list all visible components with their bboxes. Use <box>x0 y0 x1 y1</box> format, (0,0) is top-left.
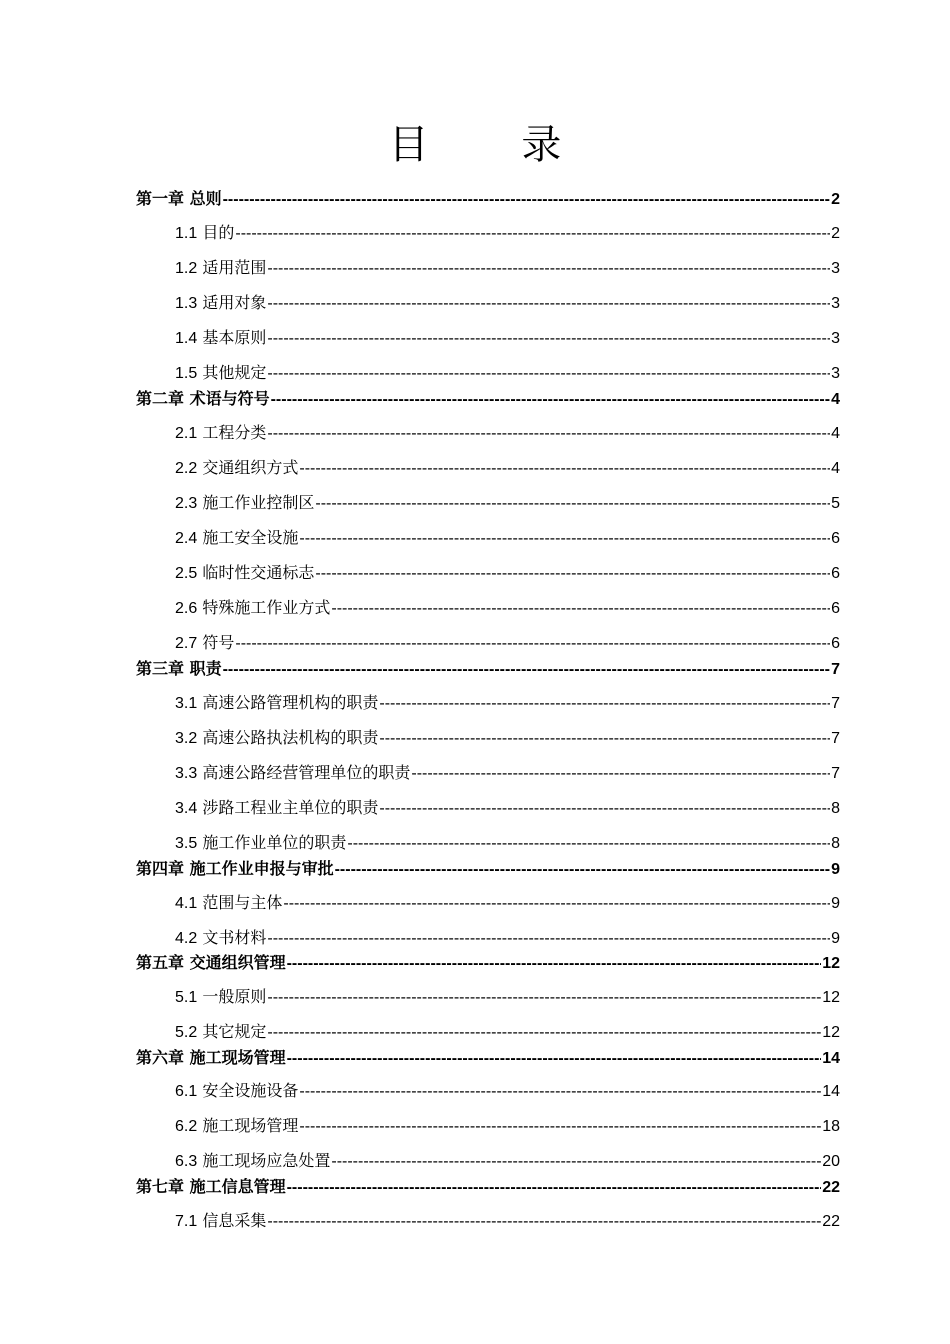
toc-section-title: 施工作业单位的职责 <box>202 833 347 852</box>
toc-section-number: 1.1 <box>175 225 198 242</box>
toc-section-title: 信息采集 <box>202 1211 267 1230</box>
toc-page-number: 8 <box>831 835 840 852</box>
toc-chapter-entry[interactable] <box>136 1174 840 1197</box>
toc-section-title: 临时性交通标志 <box>202 563 315 582</box>
toc-entry-label <box>175 490 314 513</box>
toc-chapter-entry[interactable] <box>136 1045 840 1068</box>
toc-page-number: 6 <box>831 530 840 547</box>
toc-entry-label <box>175 325 266 348</box>
toc-dot-leader <box>283 895 830 913</box>
toc-page-number: 9 <box>831 861 840 878</box>
toc-dot-leader <box>267 989 821 1007</box>
toc-dot-leader <box>379 695 830 713</box>
toc-entry-label <box>175 760 410 783</box>
toc-section-entry[interactable] <box>175 690 840 713</box>
toc-page-number: 6 <box>831 600 840 617</box>
toc-dot-leader <box>335 861 831 879</box>
toc-dot-leader <box>347 835 830 853</box>
toc-dot-leader <box>267 330 830 348</box>
toc-page-number: 5 <box>831 495 840 512</box>
toc-page-number: 9 <box>831 895 840 912</box>
toc-section-title: 范围与主体 <box>202 893 283 912</box>
toc-section-entry[interactable] <box>175 630 840 653</box>
toc-section-entry[interactable] <box>175 725 840 748</box>
toc-section-title: 一般原则 <box>202 987 267 1006</box>
toc-entry-label <box>175 795 378 818</box>
toc-dot-leader <box>287 1179 822 1197</box>
toc-section-entry[interactable] <box>175 1019 840 1042</box>
toc-page-number: 3 <box>831 295 840 312</box>
toc-section-number: 6.2 <box>175 1118 198 1135</box>
toc-section-number: 2.7 <box>175 635 198 652</box>
toc-section-number: 3.3 <box>175 765 198 782</box>
toc-dot-leader <box>299 1083 821 1101</box>
toc-page-number: 14 <box>822 1083 840 1100</box>
toc-dot-leader <box>271 391 831 409</box>
toc-page-number: 14 <box>822 1050 840 1067</box>
toc-dot-leader <box>299 1118 821 1136</box>
toc-entry-label: 第七章 施工信息管理 <box>136 1177 286 1196</box>
toc-entry-label <box>175 1113 298 1136</box>
toc-section-number: 1.5 <box>175 365 198 382</box>
toc-section-title: 适用范围 <box>202 258 267 277</box>
toc-dot-leader <box>331 1153 821 1171</box>
toc-dot-leader <box>331 600 830 618</box>
toc-page-number: 6 <box>831 635 840 652</box>
toc-entry-label <box>175 525 298 548</box>
toc-entry-label <box>175 360 266 383</box>
toc-section-title: 高速公路执法机构的职责 <box>202 728 379 747</box>
toc-chapter-entry[interactable] <box>136 386 840 409</box>
toc-page-number: 3 <box>831 330 840 347</box>
toc-section-number: 2.5 <box>175 565 198 582</box>
toc-section-entry[interactable] <box>175 890 840 913</box>
toc-chapter-entry[interactable] <box>136 186 840 209</box>
toc-section-title: 涉路工程业主单位的职责 <box>202 798 379 817</box>
toc-section-number: 6.1 <box>175 1083 198 1100</box>
toc-page-number: 4 <box>831 460 840 477</box>
toc-section-title: 基本原则 <box>202 328 267 347</box>
toc-section-number: 2.1 <box>175 425 198 442</box>
toc-section-entry[interactable] <box>175 925 840 948</box>
toc-section-number: 3.1 <box>175 695 198 712</box>
toc-page-number: 3 <box>831 365 840 382</box>
toc-page-number: 7 <box>831 695 840 712</box>
toc-entry-label <box>175 1078 298 1101</box>
toc-chapter-entry[interactable] <box>136 656 840 679</box>
toc-dot-leader <box>315 565 830 583</box>
toc-page-number: 6 <box>831 565 840 582</box>
toc-section-title: 特殊施工作业方式 <box>202 598 331 617</box>
toc-entry-label <box>175 890 282 913</box>
toc-dot-leader <box>267 1024 821 1042</box>
toc-page-number: 12 <box>822 1024 840 1041</box>
toc-entry-label <box>175 1208 266 1231</box>
toc-dot-leader <box>315 495 830 513</box>
toc-section-number: 3.4 <box>175 800 198 817</box>
toc-dot-leader <box>267 295 830 313</box>
toc-entry-label <box>175 220 234 243</box>
toc-section-entry[interactable] <box>175 1078 840 1101</box>
toc-dot-leader <box>267 1213 821 1231</box>
toc-entry-label <box>175 690 378 713</box>
toc-entry-label <box>175 420 266 443</box>
toc-entry-label <box>175 560 314 583</box>
toc-entry-label: 第一章 总则 <box>136 189 222 208</box>
toc-page-number: 22 <box>822 1213 840 1230</box>
toc-section-entry[interactable] <box>175 1113 840 1136</box>
toc-section-title: 施工现场应急处置 <box>202 1151 331 1170</box>
toc-entry-label <box>175 630 234 653</box>
toc-section-title: 施工作业控制区 <box>202 493 315 512</box>
toc-section-entry[interactable] <box>175 1208 840 1231</box>
toc-dot-leader <box>379 730 830 748</box>
toc-section-entry[interactable] <box>175 360 840 383</box>
toc-section-number: 1.2 <box>175 260 198 277</box>
toc-section-entry[interactable] <box>175 1148 840 1171</box>
toc-dot-leader <box>379 800 830 818</box>
toc-page-number: 4 <box>831 391 840 408</box>
toc-page-number: 7 <box>831 730 840 747</box>
toc-section-number: 2.3 <box>175 495 198 512</box>
toc-entry-label <box>175 984 266 1007</box>
toc-section-title: 符号 <box>202 633 235 652</box>
toc-page-number: 2 <box>831 225 840 242</box>
toc-section-number: 5.1 <box>175 989 198 1006</box>
toc-dot-leader <box>223 661 831 679</box>
toc-section-number: 3.5 <box>175 835 198 852</box>
toc-section-number: 4.1 <box>175 895 198 912</box>
toc-entry-label <box>175 595 330 618</box>
toc-section-entry[interactable] <box>175 325 840 348</box>
toc-entry-label <box>175 455 298 478</box>
toc-dot-leader <box>267 260 830 278</box>
toc-section-number: 6.3 <box>175 1153 198 1170</box>
toc-entry-label <box>175 725 378 748</box>
toc-section-title: 目的 <box>202 223 235 242</box>
toc-section-number: 5.2 <box>175 1024 198 1041</box>
toc-dot-leader <box>299 530 830 548</box>
toc-page-number: 3 <box>831 260 840 277</box>
toc-page-number: 12 <box>822 955 840 972</box>
toc-entry-label <box>175 925 266 948</box>
toc-page-number: 18 <box>822 1118 840 1135</box>
toc-dot-leader <box>267 425 830 443</box>
toc-page-number: 2 <box>831 191 840 208</box>
toc-section-entry[interactable] <box>175 255 840 278</box>
toc-dot-leader <box>287 1050 822 1068</box>
toc-title: 目 录 <box>388 122 602 168</box>
toc-section-entry[interactable] <box>175 290 840 313</box>
toc-section-title: 文书材料 <box>202 928 267 947</box>
toc-section-number: 2.4 <box>175 530 198 547</box>
toc-entry-label: 第五章 交通组织管理 <box>136 953 286 972</box>
toc-section-title: 安全设施设备 <box>202 1081 299 1100</box>
toc-entry-label: 第二章 术语与符号 <box>136 389 270 408</box>
toc-entry-label <box>175 1148 330 1171</box>
toc-section-title: 其它规定 <box>202 1022 267 1041</box>
toc-page-number: 4 <box>831 425 840 442</box>
toc-section-entry[interactable] <box>175 760 840 783</box>
toc-section-number: 1.4 <box>175 330 198 347</box>
toc-dot-leader <box>299 460 830 478</box>
toc-page-number: 7 <box>831 661 840 678</box>
toc-chapter-entry[interactable] <box>136 950 840 973</box>
toc-section-title: 适用对象 <box>202 293 267 312</box>
toc-page-number: 7 <box>831 765 840 782</box>
toc-section-entry[interactable] <box>175 795 840 818</box>
toc-page-number: 22 <box>822 1179 840 1196</box>
toc-section-title: 高速公路管理机构的职责 <box>202 693 379 712</box>
toc-section-title: 高速公路经营管理单位的职责 <box>202 763 411 782</box>
toc-section-title: 施工现场管理 <box>202 1116 299 1135</box>
toc-section-title: 工程分类 <box>202 423 267 442</box>
toc-entry-label <box>175 290 266 313</box>
toc-section-entry[interactable] <box>175 984 840 1007</box>
toc-dot-leader <box>287 955 822 973</box>
toc-page-number: 20 <box>822 1153 840 1170</box>
toc-entry-label <box>175 1019 266 1042</box>
toc-section-entry[interactable] <box>175 220 840 243</box>
toc-section-entry[interactable] <box>175 830 840 853</box>
toc-page-number: 9 <box>831 930 840 947</box>
toc-section-number: 2.6 <box>175 600 198 617</box>
toc-section-entry[interactable] <box>175 595 840 618</box>
toc-section-entry[interactable] <box>175 560 840 583</box>
toc-chapter-entry[interactable] <box>136 856 840 879</box>
toc-section-number: 4.2 <box>175 930 198 947</box>
toc-dot-leader <box>267 365 830 383</box>
toc-section-entry[interactable] <box>175 490 840 513</box>
toc-dot-leader <box>235 635 830 653</box>
toc-section-number: 1.3 <box>175 295 198 312</box>
toc-dot-leader <box>411 765 830 783</box>
toc-entry-label <box>175 255 266 278</box>
toc-section-title: 其他规定 <box>202 363 267 382</box>
toc-section-entry[interactable] <box>175 420 840 443</box>
toc-page-number: 8 <box>831 800 840 817</box>
toc-section-entry[interactable] <box>175 525 840 548</box>
toc-section-title: 交通组织方式 <box>202 458 299 477</box>
toc-section-entry[interactable] <box>175 455 840 478</box>
toc-dot-leader <box>235 225 830 243</box>
toc-section-number: 7.1 <box>175 1213 198 1230</box>
toc-entry-label: 第六章 施工现场管理 <box>136 1048 286 1067</box>
toc-dot-leader <box>223 191 831 209</box>
toc-entry-label: 第四章 施工作业申报与审批 <box>136 859 334 878</box>
toc-entry-label <box>175 830 346 853</box>
toc-entry-label: 第三章 职责 <box>136 659 222 678</box>
toc-section-title: 施工安全设施 <box>202 528 299 547</box>
toc-page-number: 12 <box>822 989 840 1006</box>
toc-dot-leader <box>267 930 830 948</box>
toc-section-number: 3.2 <box>175 730 198 747</box>
toc-section-number: 2.2 <box>175 460 198 477</box>
